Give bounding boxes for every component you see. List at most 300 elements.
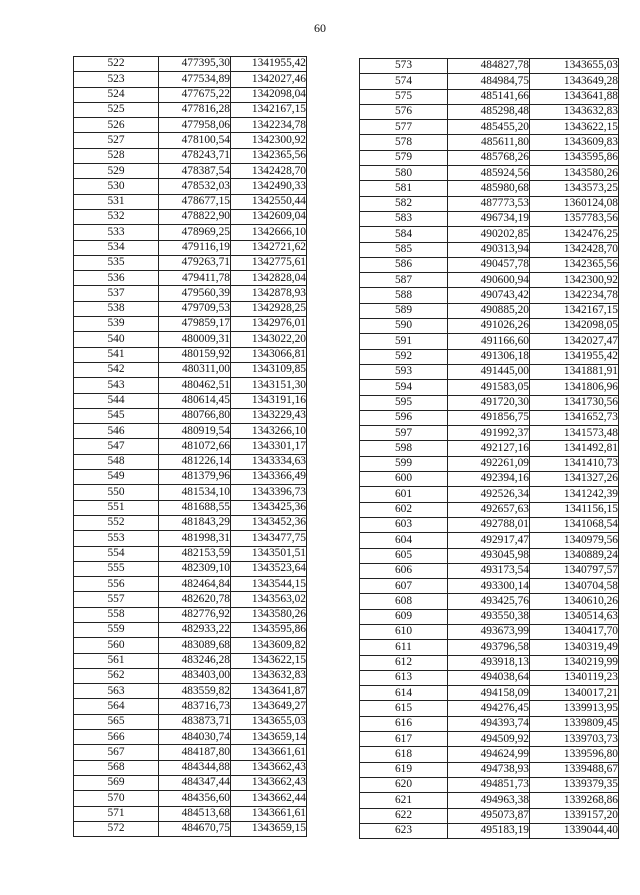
point-number-cell: 606 bbox=[360, 563, 448, 578]
point-number-cell: 522 bbox=[74, 57, 159, 72]
x-coordinate-cell: 481843,29 bbox=[159, 515, 231, 530]
point-number-cell: 595 bbox=[360, 395, 448, 410]
x-coordinate-cell: 493550,38 bbox=[448, 609, 530, 624]
table-row bbox=[74, 485, 307, 500]
table-row bbox=[360, 686, 619, 701]
y-coordinate-cell: 1342234,78 bbox=[530, 288, 619, 303]
table-row bbox=[360, 517, 619, 532]
y-coordinate-cell: 1340417,70 bbox=[530, 624, 619, 639]
point-number-cell: 526 bbox=[74, 118, 159, 133]
point-number-cell: 524 bbox=[74, 87, 159, 102]
point-number-cell: 556 bbox=[74, 577, 159, 592]
x-coordinate-cell: 495073,87 bbox=[448, 808, 530, 823]
y-coordinate-cell: 1343452,36 bbox=[231, 515, 307, 530]
y-coordinate-cell: 1343366,49 bbox=[231, 470, 307, 485]
y-coordinate-cell: 1342300,92 bbox=[530, 273, 619, 288]
y-coordinate-cell: 1342609,04 bbox=[231, 209, 307, 224]
y-coordinate-cell: 1343609,82 bbox=[231, 638, 307, 653]
point-number-cell: 575 bbox=[360, 89, 448, 104]
table-row bbox=[74, 301, 307, 316]
point-number-cell: 561 bbox=[74, 653, 159, 668]
point-number-cell: 574 bbox=[360, 74, 448, 89]
table-row bbox=[360, 273, 619, 288]
x-coordinate-cell: 492657,63 bbox=[448, 502, 530, 517]
point-number-cell: 548 bbox=[74, 454, 159, 469]
y-coordinate-cell: 1342167,15 bbox=[231, 102, 307, 117]
y-coordinate-cell: 1340704,58 bbox=[530, 579, 619, 594]
y-coordinate-cell: 1343544,15 bbox=[231, 577, 307, 592]
y-coordinate-cell: 1342167,15 bbox=[530, 303, 619, 318]
table-row bbox=[74, 714, 307, 729]
y-coordinate-cell: 1342928,25 bbox=[231, 301, 307, 316]
coordinates-table-left bbox=[73, 56, 307, 837]
table-row bbox=[74, 653, 307, 668]
table-row bbox=[74, 607, 307, 622]
x-coordinate-cell: 481998,31 bbox=[159, 531, 231, 546]
x-coordinate-cell: 481688,55 bbox=[159, 500, 231, 515]
point-number-cell: 592 bbox=[360, 349, 448, 364]
point-number-cell: 546 bbox=[74, 424, 159, 439]
x-coordinate-cell: 492526,34 bbox=[448, 487, 530, 502]
y-coordinate-cell: 1343659,14 bbox=[231, 730, 307, 745]
point-number-cell: 538 bbox=[74, 301, 159, 316]
table-row bbox=[360, 410, 619, 425]
point-number-cell: 587 bbox=[360, 273, 448, 288]
table-row bbox=[360, 364, 619, 379]
point-number-cell: 560 bbox=[74, 638, 159, 653]
point-number-cell: 612 bbox=[360, 655, 448, 670]
x-coordinate-cell: 478100,54 bbox=[159, 133, 231, 148]
x-coordinate-cell: 491166,60 bbox=[448, 334, 530, 349]
x-coordinate-cell: 478969,25 bbox=[159, 225, 231, 240]
y-coordinate-cell: 1341327,26 bbox=[530, 472, 619, 487]
y-coordinate-cell: 1340979,56 bbox=[530, 533, 619, 548]
y-coordinate-cell: 1343523,64 bbox=[231, 561, 307, 576]
table-row bbox=[360, 762, 619, 777]
x-coordinate-cell: 480919,54 bbox=[159, 424, 231, 439]
table-row bbox=[360, 196, 619, 211]
y-coordinate-cell: 1343662,44 bbox=[231, 791, 307, 806]
table-row bbox=[74, 240, 307, 255]
point-number-cell: 615 bbox=[360, 701, 448, 716]
point-number-cell: 566 bbox=[74, 730, 159, 745]
x-coordinate-cell: 484670,75 bbox=[159, 821, 231, 836]
x-coordinate-cell: 479560,39 bbox=[159, 286, 231, 301]
x-coordinate-cell: 478677,15 bbox=[159, 194, 231, 209]
y-coordinate-cell: 1343595,86 bbox=[530, 150, 619, 165]
point-number-cell: 603 bbox=[360, 517, 448, 532]
y-coordinate-cell: 1342300,92 bbox=[231, 133, 307, 148]
y-coordinate-cell: 1341410,73 bbox=[530, 456, 619, 471]
x-coordinate-cell: 485768,26 bbox=[448, 150, 530, 165]
y-coordinate-cell: 1340017,21 bbox=[530, 686, 619, 701]
table-row bbox=[74, 271, 307, 286]
point-number-cell: 588 bbox=[360, 288, 448, 303]
x-coordinate-cell: 480614,45 bbox=[159, 393, 231, 408]
y-coordinate-cell: 1342365,56 bbox=[530, 257, 619, 272]
x-coordinate-cell: 480311,00 bbox=[159, 362, 231, 377]
y-coordinate-cell: 1342976,01 bbox=[231, 317, 307, 332]
y-coordinate-cell: 1340319,49 bbox=[530, 640, 619, 655]
table-row bbox=[74, 72, 307, 87]
table-row bbox=[360, 640, 619, 655]
y-coordinate-cell: 1340219,99 bbox=[530, 655, 619, 670]
table-body bbox=[74, 57, 307, 837]
y-coordinate-cell: 1341492,81 bbox=[530, 441, 619, 456]
point-number-cell: 533 bbox=[74, 225, 159, 240]
x-coordinate-cell: 490313,94 bbox=[448, 242, 530, 257]
point-number-cell: 580 bbox=[360, 166, 448, 181]
table-row bbox=[74, 362, 307, 377]
point-number-cell: 545 bbox=[74, 408, 159, 423]
point-number-cell: 620 bbox=[360, 777, 448, 792]
point-number-cell: 622 bbox=[360, 808, 448, 823]
table-row bbox=[74, 760, 307, 775]
table-row bbox=[360, 701, 619, 716]
table-row bbox=[360, 533, 619, 548]
point-number-cell: 530 bbox=[74, 179, 159, 194]
point-number-cell: 609 bbox=[360, 609, 448, 624]
x-coordinate-cell: 485455,20 bbox=[448, 120, 530, 135]
table-row bbox=[360, 594, 619, 609]
x-coordinate-cell: 481072,66 bbox=[159, 439, 231, 454]
x-coordinate-cell: 484827,78 bbox=[448, 59, 530, 74]
point-number-cell: 539 bbox=[74, 317, 159, 332]
table-row bbox=[74, 118, 307, 133]
table-row bbox=[74, 638, 307, 653]
x-coordinate-cell: 484030,74 bbox=[159, 730, 231, 745]
table-row bbox=[74, 592, 307, 607]
y-coordinate-cell: 1343573,25 bbox=[530, 181, 619, 196]
x-coordinate-cell: 492261,09 bbox=[448, 456, 530, 471]
x-coordinate-cell: 494509,92 bbox=[448, 732, 530, 747]
point-number-cell: 614 bbox=[360, 686, 448, 701]
x-coordinate-cell: 494851,73 bbox=[448, 777, 530, 792]
y-coordinate-cell: 1341573,48 bbox=[530, 426, 619, 441]
table-row bbox=[74, 775, 307, 790]
y-coordinate-cell: 1340610,26 bbox=[530, 594, 619, 609]
table-row bbox=[74, 148, 307, 163]
x-coordinate-cell: 479116,19 bbox=[159, 240, 231, 255]
y-coordinate-cell: 1340797,57 bbox=[530, 563, 619, 578]
y-coordinate-cell: 1357783,56 bbox=[530, 211, 619, 226]
x-coordinate-cell: 494963,38 bbox=[448, 793, 530, 808]
point-number-cell: 525 bbox=[74, 102, 159, 117]
y-coordinate-cell: 1340514,63 bbox=[530, 609, 619, 624]
table-row bbox=[74, 408, 307, 423]
table-row bbox=[360, 242, 619, 257]
x-coordinate-cell: 491720,30 bbox=[448, 395, 530, 410]
y-coordinate-cell: 1343229,43 bbox=[231, 408, 307, 423]
y-coordinate-cell: 1343632,83 bbox=[530, 104, 619, 119]
table-row bbox=[74, 393, 307, 408]
point-number-cell: 621 bbox=[360, 793, 448, 808]
y-coordinate-cell: 1341156,15 bbox=[530, 502, 619, 517]
table-row bbox=[360, 135, 619, 150]
table-row bbox=[74, 286, 307, 301]
table-row bbox=[360, 808, 619, 823]
y-coordinate-cell: 1340119,23 bbox=[530, 670, 619, 685]
coordinates-table-right bbox=[359, 58, 619, 839]
x-coordinate-cell: 481379,96 bbox=[159, 470, 231, 485]
x-coordinate-cell: 490202,85 bbox=[448, 227, 530, 242]
y-coordinate-cell: 1343595,86 bbox=[231, 622, 307, 637]
y-coordinate-cell: 1343425,36 bbox=[231, 500, 307, 515]
table-row bbox=[74, 806, 307, 821]
table-row bbox=[360, 59, 619, 74]
point-number-cell: 596 bbox=[360, 410, 448, 425]
y-coordinate-cell: 1342550,44 bbox=[231, 194, 307, 209]
x-coordinate-cell: 493425,76 bbox=[448, 594, 530, 609]
table-row bbox=[74, 791, 307, 806]
x-coordinate-cell: 483246,28 bbox=[159, 653, 231, 668]
table-row bbox=[74, 561, 307, 576]
point-number-cell: 542 bbox=[74, 362, 159, 377]
table-row bbox=[360, 303, 619, 318]
table-row bbox=[74, 577, 307, 592]
point-number-cell: 551 bbox=[74, 500, 159, 515]
table-row bbox=[74, 668, 307, 683]
x-coordinate-cell: 494393,74 bbox=[448, 716, 530, 731]
point-number-cell: 567 bbox=[74, 745, 159, 760]
x-coordinate-cell: 491992,37 bbox=[448, 426, 530, 441]
point-number-cell: 541 bbox=[74, 347, 159, 362]
x-coordinate-cell: 477675,22 bbox=[159, 87, 231, 102]
table-row bbox=[360, 166, 619, 181]
x-coordinate-cell: 483403,00 bbox=[159, 668, 231, 683]
y-coordinate-cell: 1341955,42 bbox=[530, 349, 619, 364]
point-number-cell: 573 bbox=[360, 59, 448, 74]
table-row bbox=[360, 257, 619, 272]
x-coordinate-cell: 492917,47 bbox=[448, 533, 530, 548]
point-number-cell: 589 bbox=[360, 303, 448, 318]
x-coordinate-cell: 478532,03 bbox=[159, 179, 231, 194]
point-number-cell: 557 bbox=[74, 592, 159, 607]
point-number-cell: 543 bbox=[74, 378, 159, 393]
y-coordinate-cell: 1343066,81 bbox=[231, 347, 307, 362]
point-number-cell: 618 bbox=[360, 747, 448, 762]
table-row bbox=[74, 87, 307, 102]
table-row bbox=[74, 194, 307, 209]
point-number-cell: 582 bbox=[360, 196, 448, 211]
y-coordinate-cell: 1342027,46 bbox=[231, 72, 307, 87]
x-coordinate-cell: 478822,90 bbox=[159, 209, 231, 224]
point-number-cell: 613 bbox=[360, 670, 448, 685]
table-row bbox=[360, 563, 619, 578]
y-coordinate-cell: 1343501,51 bbox=[231, 546, 307, 561]
point-number-cell: 608 bbox=[360, 594, 448, 609]
y-coordinate-cell: 1343649,28 bbox=[530, 74, 619, 89]
y-coordinate-cell: 1343622,15 bbox=[530, 120, 619, 135]
x-coordinate-cell: 481226,14 bbox=[159, 454, 231, 469]
x-coordinate-cell: 484347,44 bbox=[159, 775, 231, 790]
x-coordinate-cell: 492394,16 bbox=[448, 472, 530, 487]
x-coordinate-cell: 490600,94 bbox=[448, 273, 530, 288]
point-number-cell: 570 bbox=[74, 791, 159, 806]
table-row bbox=[360, 74, 619, 89]
x-coordinate-cell: 492788,01 bbox=[448, 517, 530, 532]
table-row bbox=[360, 793, 619, 808]
table-row bbox=[74, 209, 307, 224]
point-number-cell: 554 bbox=[74, 546, 159, 561]
y-coordinate-cell: 1343661,61 bbox=[231, 806, 307, 821]
y-coordinate-cell: 1343662,43 bbox=[231, 760, 307, 775]
point-number-cell: 619 bbox=[360, 762, 448, 777]
table-row bbox=[360, 456, 619, 471]
y-coordinate-cell: 1343563,02 bbox=[231, 592, 307, 607]
point-number-cell: 555 bbox=[74, 561, 159, 576]
x-coordinate-cell: 493796,58 bbox=[448, 640, 530, 655]
y-coordinate-cell: 1341652,73 bbox=[530, 410, 619, 425]
table-row bbox=[360, 426, 619, 441]
table-row bbox=[74, 515, 307, 530]
x-coordinate-cell: 477958,06 bbox=[159, 118, 231, 133]
x-coordinate-cell: 482620,78 bbox=[159, 592, 231, 607]
y-coordinate-cell: 1343301,17 bbox=[231, 439, 307, 454]
y-coordinate-cell: 1343661,61 bbox=[231, 745, 307, 760]
y-coordinate-cell: 1343641,87 bbox=[231, 684, 307, 699]
point-number-cell: 565 bbox=[74, 714, 159, 729]
table-row bbox=[74, 317, 307, 332]
y-coordinate-cell: 1342878,93 bbox=[231, 286, 307, 301]
x-coordinate-cell: 484356,60 bbox=[159, 791, 231, 806]
point-number-cell: 528 bbox=[74, 148, 159, 163]
y-coordinate-cell: 1342775,61 bbox=[231, 255, 307, 270]
y-coordinate-cell: 1343151,30 bbox=[231, 378, 307, 393]
x-coordinate-cell: 477534,89 bbox=[159, 72, 231, 87]
table-row bbox=[360, 211, 619, 226]
table-row bbox=[360, 349, 619, 364]
point-number-cell: 584 bbox=[360, 227, 448, 242]
x-coordinate-cell: 485924,56 bbox=[448, 166, 530, 181]
table-row bbox=[360, 747, 619, 762]
x-coordinate-cell: 493045,98 bbox=[448, 548, 530, 563]
y-coordinate-cell: 1339268,86 bbox=[530, 793, 619, 808]
x-coordinate-cell: 491445,00 bbox=[448, 364, 530, 379]
point-number-cell: 585 bbox=[360, 242, 448, 257]
y-coordinate-cell: 1342365,56 bbox=[231, 148, 307, 163]
point-number-cell: 547 bbox=[74, 439, 159, 454]
x-coordinate-cell: 477816,28 bbox=[159, 102, 231, 117]
point-number-cell: 617 bbox=[360, 732, 448, 747]
y-coordinate-cell: 1343622,15 bbox=[231, 653, 307, 668]
y-coordinate-cell: 1339044,40 bbox=[530, 823, 619, 838]
x-coordinate-cell: 478243,71 bbox=[159, 148, 231, 163]
table-row bbox=[360, 395, 619, 410]
point-number-cell: 578 bbox=[360, 135, 448, 150]
x-coordinate-cell: 493173,54 bbox=[448, 563, 530, 578]
table-row bbox=[360, 104, 619, 119]
point-number-cell: 583 bbox=[360, 211, 448, 226]
table-row bbox=[360, 487, 619, 502]
point-number-cell: 523 bbox=[74, 72, 159, 87]
y-coordinate-cell: 1342721,62 bbox=[231, 240, 307, 255]
x-coordinate-cell: 490457,78 bbox=[448, 257, 530, 272]
x-coordinate-cell: 483559,82 bbox=[159, 684, 231, 699]
point-number-cell: 558 bbox=[74, 607, 159, 622]
x-coordinate-cell: 484344,88 bbox=[159, 760, 231, 775]
x-coordinate-cell: 481534,10 bbox=[159, 485, 231, 500]
x-coordinate-cell: 482153,59 bbox=[159, 546, 231, 561]
point-number-cell: 527 bbox=[74, 133, 159, 148]
y-coordinate-cell: 1341806,96 bbox=[530, 380, 619, 395]
y-coordinate-cell: 1341068,54 bbox=[530, 517, 619, 532]
x-coordinate-cell: 479411,78 bbox=[159, 271, 231, 286]
table-row bbox=[74, 133, 307, 148]
y-coordinate-cell: 1342234,78 bbox=[231, 118, 307, 133]
table-row bbox=[360, 227, 619, 242]
point-number-cell: 579 bbox=[360, 150, 448, 165]
table-row bbox=[360, 579, 619, 594]
y-coordinate-cell: 1339913,95 bbox=[530, 701, 619, 716]
point-number-cell: 616 bbox=[360, 716, 448, 731]
table-row bbox=[74, 454, 307, 469]
y-coordinate-cell: 1340889,24 bbox=[530, 548, 619, 563]
point-number-cell: 535 bbox=[74, 255, 159, 270]
point-number-cell: 586 bbox=[360, 257, 448, 272]
point-number-cell: 571 bbox=[74, 806, 159, 821]
x-coordinate-cell: 485141,66 bbox=[448, 89, 530, 104]
x-coordinate-cell: 485298,48 bbox=[448, 104, 530, 119]
table-row bbox=[360, 380, 619, 395]
point-number-cell: 602 bbox=[360, 502, 448, 517]
x-coordinate-cell: 487773,53 bbox=[448, 196, 530, 211]
point-number-cell: 536 bbox=[74, 271, 159, 286]
table-row bbox=[74, 439, 307, 454]
table-row bbox=[74, 531, 307, 546]
point-number-cell: 563 bbox=[74, 684, 159, 699]
y-coordinate-cell: 1343396,73 bbox=[231, 485, 307, 500]
point-number-cell: 576 bbox=[360, 104, 448, 119]
point-number-cell: 564 bbox=[74, 699, 159, 714]
point-number-cell: 568 bbox=[74, 760, 159, 775]
x-coordinate-cell: 483873,71 bbox=[159, 714, 231, 729]
table-row bbox=[74, 57, 307, 72]
y-coordinate-cell: 1341955,42 bbox=[231, 57, 307, 72]
table-row bbox=[74, 622, 307, 637]
x-coordinate-cell: 484513,68 bbox=[159, 806, 231, 821]
point-number-cell: 604 bbox=[360, 533, 448, 548]
y-coordinate-cell: 1343609,83 bbox=[530, 135, 619, 150]
table-row bbox=[74, 378, 307, 393]
table-row bbox=[74, 500, 307, 515]
y-coordinate-cell: 1342428,70 bbox=[231, 164, 307, 179]
y-coordinate-cell: 1343022,20 bbox=[231, 332, 307, 347]
point-number-cell: 611 bbox=[360, 640, 448, 655]
x-coordinate-cell: 480009,31 bbox=[159, 332, 231, 347]
x-coordinate-cell: 480462,51 bbox=[159, 378, 231, 393]
y-coordinate-cell: 1343109,85 bbox=[231, 362, 307, 377]
x-coordinate-cell: 485611,80 bbox=[448, 135, 530, 150]
point-number-cell: 577 bbox=[360, 120, 448, 135]
point-number-cell: 594 bbox=[360, 380, 448, 395]
table-row bbox=[360, 777, 619, 792]
x-coordinate-cell: 477395,30 bbox=[159, 57, 231, 72]
y-coordinate-cell: 1339703,73 bbox=[530, 732, 619, 747]
point-number-cell: 553 bbox=[74, 531, 159, 546]
y-coordinate-cell: 1339157,20 bbox=[530, 808, 619, 823]
table-row bbox=[74, 730, 307, 745]
x-coordinate-cell: 492127,16 bbox=[448, 441, 530, 456]
point-number-cell: 562 bbox=[74, 668, 159, 683]
y-coordinate-cell: 1339809,45 bbox=[530, 716, 619, 731]
table-row bbox=[74, 684, 307, 699]
y-coordinate-cell: 1342666,10 bbox=[231, 225, 307, 240]
table-row bbox=[360, 89, 619, 104]
point-number-cell: 598 bbox=[360, 441, 448, 456]
y-coordinate-cell: 1343334,63 bbox=[231, 454, 307, 469]
page-number: 60 bbox=[314, 21, 326, 35]
